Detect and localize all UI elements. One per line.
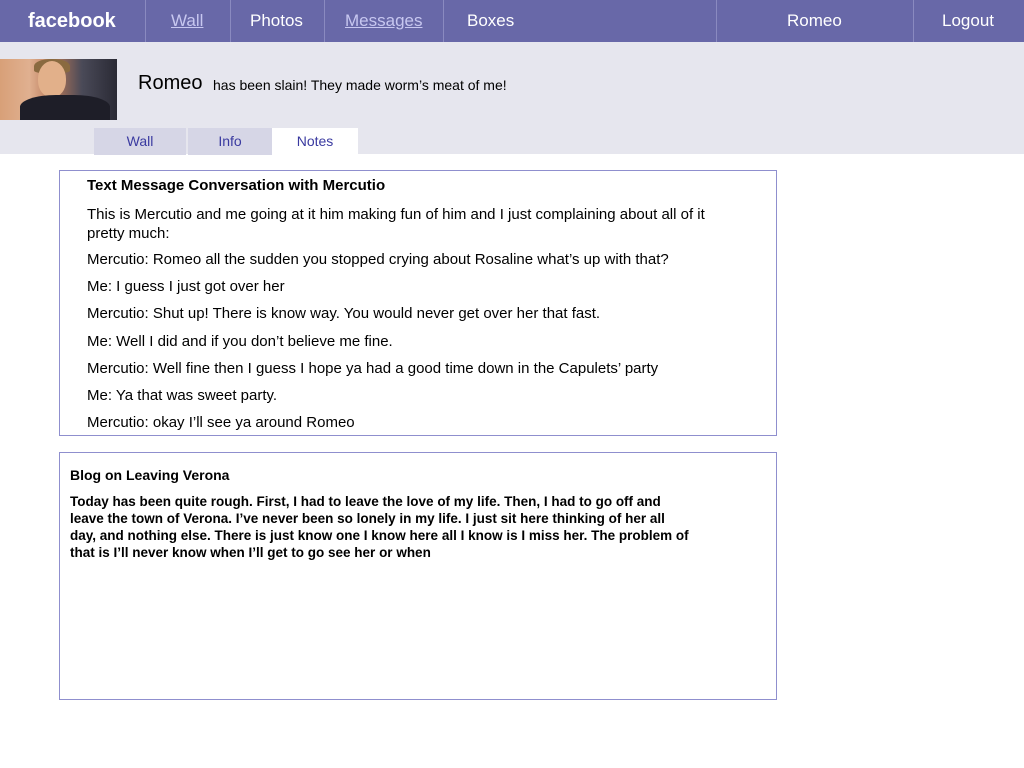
- nav-divider: [324, 0, 325, 42]
- tab-wall[interactable]: Wall: [94, 128, 186, 155]
- nav-divider: [230, 0, 231, 42]
- conversation-line: Me: I guess I just got over her: [87, 278, 285, 295]
- conversation-line: Me: Well I did and if you don’t believe me fine.: [87, 333, 393, 350]
- nav-messages-link[interactable]: Messages: [345, 11, 423, 30]
- conversation-line: Mercutio: Well fine then I guess I hope ya had a good time down in the Capulets’ party: [87, 360, 659, 377]
- nav-divider: [716, 0, 717, 42]
- conversation-note: [59, 170, 777, 436]
- blog-note: [59, 452, 777, 700]
- blog-body: Today has been quite rough. First, I had to leave the love of my life. Then, I had to go off and leave the town of Verona. I’ve never been so lonely in my life. I just sit here thinking of her all day, and nothing else. There is just know one I know here all I know is I miss her. The problem of that is I’ll never know when I’ll get to go see her or when: [70, 494, 689, 560]
- top-navigation-bar: [0, 0, 1024, 42]
- tab-info[interactable]: Info: [188, 128, 272, 155]
- nav-user-link[interactable]: Romeo: [787, 11, 842, 30]
- nav-photos-link[interactable]: Photos: [250, 11, 303, 30]
- facebook-logo[interactable]: facebook: [28, 10, 116, 32]
- profile-avatar[interactable]: [0, 59, 117, 120]
- profile-name[interactable]: Romeo: [138, 72, 203, 94]
- note-title: Text Message Conversation with Mercutio: [87, 177, 386, 194]
- avatar-suit: [20, 95, 110, 120]
- avatar-face: [38, 61, 66, 97]
- conversation-line: Mercutio: Shut up! There is know way. You would never get over her that fast.: [87, 305, 601, 322]
- nav-divider: [443, 0, 444, 42]
- nav-divider: [145, 0, 146, 42]
- conversation-line: Mercutio: okay I’ll see ya around Romeo: [87, 414, 355, 431]
- nav-wall-link[interactable]: Wall: [171, 11, 204, 30]
- profile-status: has been slain! They made worm’s meat of me!: [213, 77, 507, 93]
- conversation-line: Mercutio: Romeo all the sudden you stopped crying about Rosaline what’s up with that?: [87, 251, 669, 268]
- nav-boxes-link[interactable]: Boxes: [467, 11, 515, 30]
- conversation-line: Me: Ya that was sweet party.: [87, 387, 278, 404]
- tab-notes[interactable]: Notes: [272, 128, 358, 155]
- blog-title: Blog on Leaving Verona: [70, 467, 230, 483]
- nav-divider: [913, 0, 914, 42]
- logout-link[interactable]: Logout: [942, 11, 994, 30]
- note-intro: This is Mercutio and me going at it him making fun of him and I just complaining about all of it pretty much:: [87, 206, 705, 242]
